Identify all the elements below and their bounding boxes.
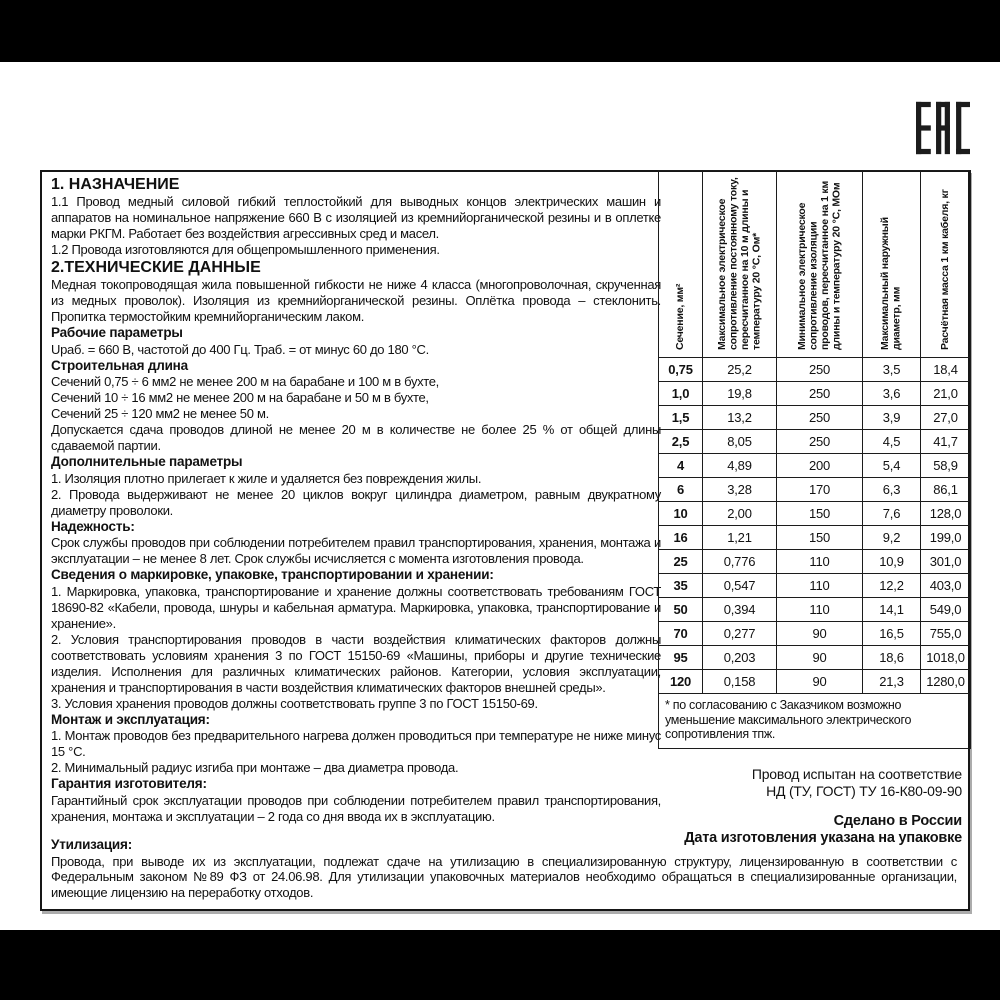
table-cell: 50 (659, 598, 703, 622)
paragraph: 1. Монтаж проводов без предварительного нагрева должен проводиться при температуре не ниже минус 15 °С. (51, 728, 661, 759)
tested-note-line: Провод испытан на соответствие (751, 765, 962, 782)
section-heading: Утилизация: (51, 837, 132, 852)
paragraph: 1. Изоляция плотно прилегает к жиле и удаляется без повреждения жилы. (51, 470, 482, 486)
table-cell: 18,4 (921, 358, 971, 382)
table-cell: 3,5 (863, 358, 921, 382)
table-cell: 2,00 (703, 502, 777, 526)
paragraph: Провода, при выводе их из эксплуатации, подлежат сдаче на утилизацию в специализированную структуру, лицензированную в соответствии с Федеральным законом №89 ФЗ от 24.06.98. Для утилизации упаковочных материалов необходимо обращаться в специализированные организации, имеющие лицензию на переработку отходов. (51, 853, 957, 900)
utilization-section (51, 837, 957, 900)
paragraph: Допускается сдача проводов длиной не менее 20 м в количестве не более 25 % от общей длины сдаваемой партии. (51, 422, 661, 453)
table-row (659, 526, 971, 550)
table-cell: 110 (777, 598, 863, 622)
table-cell: 21,3 (863, 670, 921, 694)
table-cell: 0,203 (703, 646, 777, 670)
date-note-line: Дата изготовления указана на упаковке (684, 829, 962, 846)
section-heading: Рабочие параметры (51, 325, 183, 340)
table-cell: 86,1 (921, 478, 971, 502)
table-cell: 3,6 (863, 382, 921, 406)
table-cell: 10,9 (863, 550, 921, 574)
table-cell: 41,7 (921, 430, 971, 454)
paragraph: Гарантийный срок эксплуатации проводов при соблюдении потребителем правил транспортирования, хранения, монтажа и эксплуатации – 2 года со дня ввода их в эксплуатацию. (51, 792, 661, 824)
table-cell: 58,9 (921, 454, 971, 478)
table-cell: 14,1 (863, 598, 921, 622)
table-cell: 21,0 (921, 382, 971, 406)
table-cell: 110 (777, 574, 863, 598)
table-header-row (659, 171, 971, 358)
paragraph: 2. Минимальный радиус изгиба при монтаже – два диаметра провода. (51, 760, 459, 775)
section-heading: Сведения о маркировке, упаковке, транспортировании и хранении: (51, 567, 494, 582)
table-cell: 2,5 (659, 430, 703, 454)
paragraph: 1.1 Провод медный силовой гибкий теплостойкий для выводных концов электрических машин и аппаратов на номинальное напряжение 660 В с изоляцией из кремнийорганической резины и в оплетке марки РКГМ. Работает без воздействия агрессивных сред и масел. (51, 194, 661, 241)
col-header-max-diameter: Максимальный наружный диаметр, мм (863, 171, 921, 358)
table-cell: 403,0 (921, 574, 971, 598)
paragraph: Сечений 25 ÷ 120 мм2 не менее 50 м. (51, 406, 269, 421)
table-cell: 301,0 (921, 550, 971, 574)
table-cell: 549,0 (921, 598, 971, 622)
table-cell: 1280,0 (921, 670, 971, 694)
table-cell: 3,28 (703, 478, 777, 502)
table-cell: 0,547 (703, 574, 777, 598)
table-cell: 90 (777, 646, 863, 670)
tested-note-line: НД (ТУ, ГОСТ) ТУ 16-К80-09-90 (766, 782, 962, 799)
table-cell: 13,2 (703, 406, 777, 430)
paragraph: Uраб. = 660 В, частотой до 400 Гц. Траб. = от минус 60 до 180 °С. (51, 341, 429, 357)
table-cell: 199,0 (921, 526, 971, 550)
table-row (659, 406, 971, 430)
table-footnote-row (659, 694, 971, 749)
paragraph: 1. Маркировка, упаковка, транспортирование и хранение должны соответствовать требованиям ГОСТ 18690-82 «Кабели, провода, шнуры и кабельная арматура. Маркировка, упаковка, транспортирование и хранение». (51, 583, 661, 631)
section-heading: 1. НАЗНАЧЕНИЕ (51, 176, 180, 193)
table-cell: 9,2 (863, 526, 921, 550)
paragraph: Медная токопроводящая жила повышенной гибкости не ниже 4 класса (многопроволочная, скрученная из медных проволок). Изоляция из кремнийорганической резины. Оплётка провода – стеклонить. Пропитка термостойким кремнийорганическим лаком. (51, 277, 661, 324)
section-heading: Строительная длина (51, 357, 188, 373)
table-cell: 25 (659, 550, 703, 574)
table-cell: 0,158 (703, 670, 777, 694)
table-cell: 4,89 (703, 454, 777, 478)
table-cell: 25,2 (703, 358, 777, 382)
made-in-line: Сделано в России (833, 812, 962, 829)
table-cell: 19,8 (703, 382, 777, 406)
table-cell: 170 (777, 478, 863, 502)
table-cell: 4 (659, 454, 703, 478)
table-cell: 35 (659, 574, 703, 598)
eac-mark-icon (916, 100, 970, 156)
table-cell: 250 (777, 358, 863, 382)
table-cell: 70 (659, 622, 703, 646)
table-cell: 7,6 (863, 502, 921, 526)
table-cell: 250 (777, 406, 863, 430)
table-cell: 12,2 (863, 574, 921, 598)
table-footnote: * по согласованию с Заказчиком возможно уменьшение максимального электрического сопротивления тпж. (659, 694, 971, 749)
paragraph: 3. Условия хранения проводов должны соответствовать группе 3 по ГОСТ 15150-69. (51, 695, 538, 711)
table-cell: 1,5 (659, 406, 703, 430)
text-column (51, 175, 661, 825)
table-cell: 90 (777, 622, 863, 646)
section-heading: Дополнительные параметры (51, 454, 243, 469)
table-cell: 110 (777, 550, 863, 574)
table-cell: 250 (777, 430, 863, 454)
table-cell: 1,0 (659, 382, 703, 406)
document-page (40, 170, 970, 911)
table-cell: 6 (659, 478, 703, 502)
paragraph: 1.2 Провода изготовляются для общепромышленного применения. (51, 242, 440, 257)
paragraph: Сечений 10 ÷ 16 мм2 не менее 200 м на барабане и 50 м в бухте, (51, 390, 429, 405)
paragraph: Срок службы проводов при соблюдении потребителем правил транспортирования, хранения, монтажа и эксплуатации – не менее 8 лет. Срок службы исчисляется с момента изготовления провода. (51, 535, 661, 566)
conformance-notes (658, 766, 970, 847)
paragraph: 2. Провода выдерживают не менее 20 циклов вокруг цилиндра диаметром, равным двукратному диаметру проволоки. (51, 486, 661, 518)
table-row (659, 430, 971, 454)
letterbox-bottom-bar (0, 930, 1000, 1000)
table-row (659, 622, 971, 646)
table-cell: 150 (777, 526, 863, 550)
table-row (659, 670, 971, 694)
table-cell: 1,21 (703, 526, 777, 550)
table-cell: 8,05 (703, 430, 777, 454)
spec-table (658, 170, 971, 749)
section-heading: Монтаж и эксплуатация: (51, 711, 210, 727)
table-cell: 90 (777, 670, 863, 694)
table-cell: 16,5 (863, 622, 921, 646)
table-cell: 10 (659, 502, 703, 526)
spec-table-column (658, 170, 970, 847)
paragraph: 2. Условия транспортирования проводов в части воздействия климатических факторов должны соответствовать условиям хранения 3 по ГОСТ 15150-69 «Машины, приборы и другие технические изделия. Исполнения для различных климатических районов. Категории, условия эксплуатации, хранения и транспортирования в части воздействия климатических факторов внешней среды». (51, 631, 661, 695)
table-row (659, 598, 971, 622)
table-row (659, 646, 971, 670)
col-header-max-resistance: Максимальное электрическое сопротивление постоянному току, пересчитанное на 10 м длины и температуру 20 °С, Ом* (703, 171, 777, 358)
table-cell: 755,0 (921, 622, 971, 646)
paragraph: Сечений 0,75 ÷ 6 мм2 не менее 200 м на барабане и 100 м в бухте, (51, 374, 439, 389)
col-header-mass: Расчётная масса 1 км кабеля, кг (921, 171, 971, 358)
table-cell: 4,5 (863, 430, 921, 454)
table-cell: 1018,0 (921, 646, 971, 670)
table-cell: 27,0 (921, 406, 971, 430)
table-cell: 0,75 (659, 358, 703, 382)
table-cell: 6,3 (863, 478, 921, 502)
table-row (659, 502, 971, 526)
table-row (659, 454, 971, 478)
table-cell: 0,277 (703, 622, 777, 646)
table-cell: 95 (659, 646, 703, 670)
table-row (659, 358, 971, 382)
table-cell: 3,9 (863, 406, 921, 430)
table-cell: 0,776 (703, 550, 777, 574)
section-heading: Гарантия изготовителя: (51, 776, 207, 791)
table-cell: 5,4 (863, 454, 921, 478)
table-row (659, 574, 971, 598)
table-cell: 128,0 (921, 502, 971, 526)
col-header-min-insulation-resistance: Минимальное электрическое сопротивление изоляции проводов, пересчитанное на 1 км длины и температуру 20 °С, МОм (777, 171, 863, 358)
table-cell: 120 (659, 670, 703, 694)
section-heading: 2.ТЕХНИЧЕСКИЕ ДАННЫЕ (51, 259, 261, 276)
table-cell: 0,394 (703, 598, 777, 622)
table-cell: 200 (777, 454, 863, 478)
table-row (659, 478, 971, 502)
table-row (659, 382, 971, 406)
table-row (659, 550, 971, 574)
col-header-cross-section: Сечение, мм² (659, 171, 703, 358)
table-cell: 16 (659, 526, 703, 550)
table-cell: 250 (777, 382, 863, 406)
section-heading: Надежность: (51, 518, 135, 534)
letterbox-top-bar (0, 0, 1000, 62)
table-cell: 18,6 (863, 646, 921, 670)
table-cell: 150 (777, 502, 863, 526)
